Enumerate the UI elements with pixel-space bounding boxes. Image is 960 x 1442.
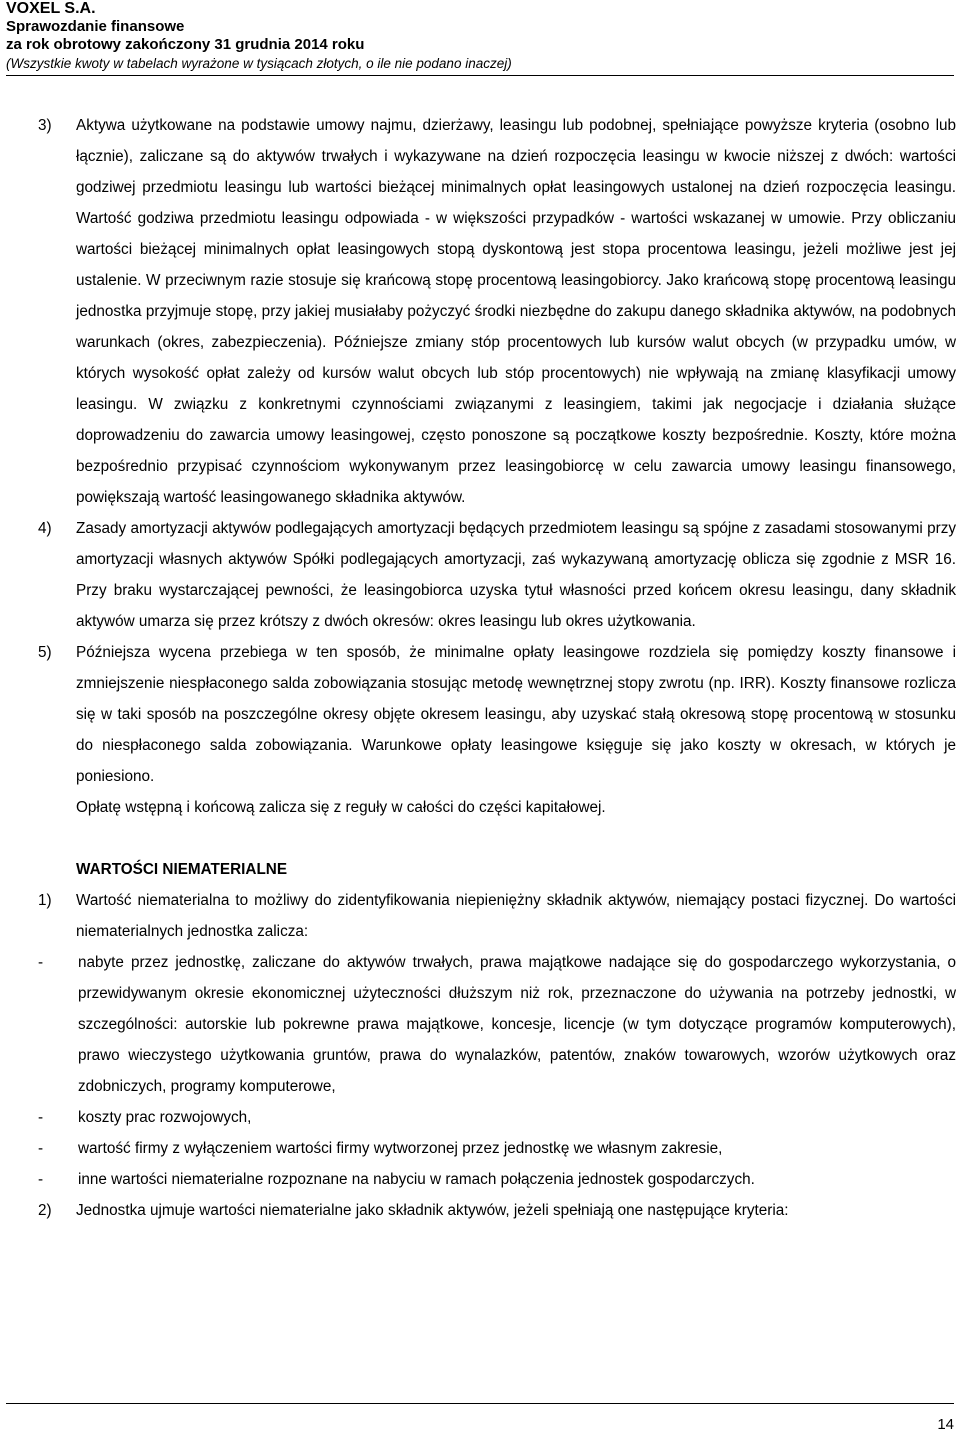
- list-item: [38, 110, 956, 513]
- item-number: 4): [38, 520, 52, 537]
- item-number: 1): [38, 892, 52, 909]
- page-number: 14: [937, 1416, 954, 1433]
- bullet-item: [38, 947, 956, 1102]
- document-body: [38, 110, 956, 1226]
- item-text: Jednostka ujmuje wartości niematerialne jako składnik aktywów, jeżeli spełniają one następujące kryteria:: [76, 1202, 789, 1219]
- bullet-text: koszty prac rozwojowych,: [78, 1109, 252, 1126]
- bullet-dash: -: [38, 954, 44, 971]
- item-text: Zasady amortyzacji aktywów podlegających amortyzacji będących przedmiotem leasingu są spójne z zasadami stosowanymi przy amortyzacji własnych aktywów Spółki podlegających amortyzacji, zaś wykazywaną amortyzację oblicza się zgodnie z MSR 16. Przy braku wystarczającej pewności, że leasingobiorca uzyska tytuł własności przed końcem okresu leasingu, dany składnik aktywów umarza się przez krótszy z dwóch okresów: okres leasingu lub okres użytkowania.: [76, 520, 956, 630]
- item-text: Wartość niematerialna to możliwy do zidentyfikowania niepieniężny składnik aktywów, niemający postaci fizycznej. Do wartości niematerialnych jednostka zalicza:: [76, 892, 956, 940]
- section-title: WARTOŚCI NIEMATERIALNE: [76, 861, 288, 878]
- bullet-item: [38, 1102, 956, 1133]
- bullet-dash: -: [38, 1171, 44, 1188]
- bullet-item: [38, 1164, 956, 1195]
- bullet-text: inne wartości niematerialne rozpoznane na nabyciu w ramach połączenia jednostek gospodarczych.: [78, 1171, 755, 1188]
- item-number: 5): [38, 644, 52, 661]
- item-text: Późniejsza wycena przebiega w ten sposób, że minimalne opłaty leasingowe rozdziela się pomiędzy koszty finansowe i zmniejszenie niespłaconego salda zobowiązania stosując metodę wewnętrznej stopy zwrotu (np. IRR). Koszty finansowe rozlicza się w taki sposób na poszczególne okresy objęte okresem leasingu, aby uzyskać stałą okresową stopę procentową w stosunku do niespłaconego salda zobowiązania. Warunkowe opłaty leasingowe księguje się jako koszty w okresach, w których je poniesiono.: [76, 644, 956, 785]
- header-rule: [6, 75, 954, 76]
- item-text: Aktywa użytkowane na podstawie umowy najmu, dzierżawy, leasingu lub podobnej, spełniające powyższe kryteria (osobno lub łącznie), zaliczane są do aktywów trwałych i wykazywane na dzień rozpoczęcia leasingu w kwocie niższej z dwóch: wartości godziwej przedmiotu leasingu lub wartości bieżącej minimalnych opłat leasingowych ustalonej na dzień rozpoczęcia leasingu. Wartość godziwa przedmiotu leasingu odpowiada - w większości przypadków - wartości wskazanej w umowie. Przy obliczaniu wartości bieżącej minimalnych opłat leasingowych stopą dyskontową jest stopa procentowa leasingu, jeżeli możliwe jest jej ustalenie. W przeciwnym razie stosuje się krańcową stopę procentową leasingobiorcy. Jako krańcową stopę procentową leasingu jednostka przyjmuje stopę, przy jakiej musiałaby pożyczyć środki niezbędne do zakupu danego składnika aktywów, na podobnych warunkach (okres, zabezpieczenia). Późniejsze zmiany stóp procentowych lub kursów walut obcych (w przypadku umów, w których wysokość opłat zależy od kursów walut obcych lub stóp procentowych) nie wpływają na zmianę klasyfikacji umowy leasingu. W związku z konkretnymi czynnościami związanymi z leasingiem, takimi jak negocjacje i działania służące doprowadzeniu do zawarcia umowy leasingowej, często ponoszone są początkowe koszty bezpośrednie. Koszty, które można bezpośrednio przypisać czynnościom wykonywanym przez leasingobiorcę w celu zawarcia umowy leasingu finansowego, powiększają wartość leasingowanego składnika aktywów.: [76, 117, 956, 506]
- bullet-dash: -: [38, 1109, 44, 1126]
- list-item: [38, 513, 956, 637]
- list-item: [38, 637, 956, 823]
- bullet-text: nabyte przez jednostkę, zaliczane do aktywów trwałych, prawa majątkowe nadające się do gospodarczego wykorzystania, o przewidywanym okresie ekonomicznej użyteczności dłuższym niż rok, przeznaczone do używania na potrzeby jednostki, w szczególności: autorskie lub pokrewne prawa majątkowe, koncesje, licencje (w tym dotyczące programów komputerowych), prawo wieczystego użytkowania gruntów, prawa do wynalazków, patentów, znaków towarowych, wzorów użytkowych oraz zdobniczych, programy komputerowe,: [78, 954, 956, 1095]
- company-name: VOXEL S.A.: [6, 0, 96, 17]
- footer-rule: [6, 1403, 954, 1404]
- bullet-text: wartość firmy z wyłączeniem wartości firmy wytworzonej przez jednostkę we własnym zakresie,: [78, 1140, 723, 1157]
- item-number: 2): [38, 1202, 52, 1219]
- currency-note: (Wszystkie kwoty w tabelach wyrażone w tysiącach złotych, o ile nie podano inaczej): [6, 56, 512, 71]
- list-item: [38, 1195, 956, 1226]
- item-number: 3): [38, 117, 52, 134]
- bullet-item: [38, 1133, 956, 1164]
- report-title: Sprawozdanie finansowe: [6, 18, 185, 35]
- bullet-dash: -: [38, 1140, 44, 1157]
- report-period: za rok obrotowy zakończony 31 grudnia 2014 roku: [6, 36, 365, 53]
- item-text-continuation: Opłatę wstępną i końcową zalicza się z reguły w całości do części kapitałowej.: [76, 799, 606, 816]
- document-header: [6, 0, 954, 76]
- list-item: [38, 885, 956, 947]
